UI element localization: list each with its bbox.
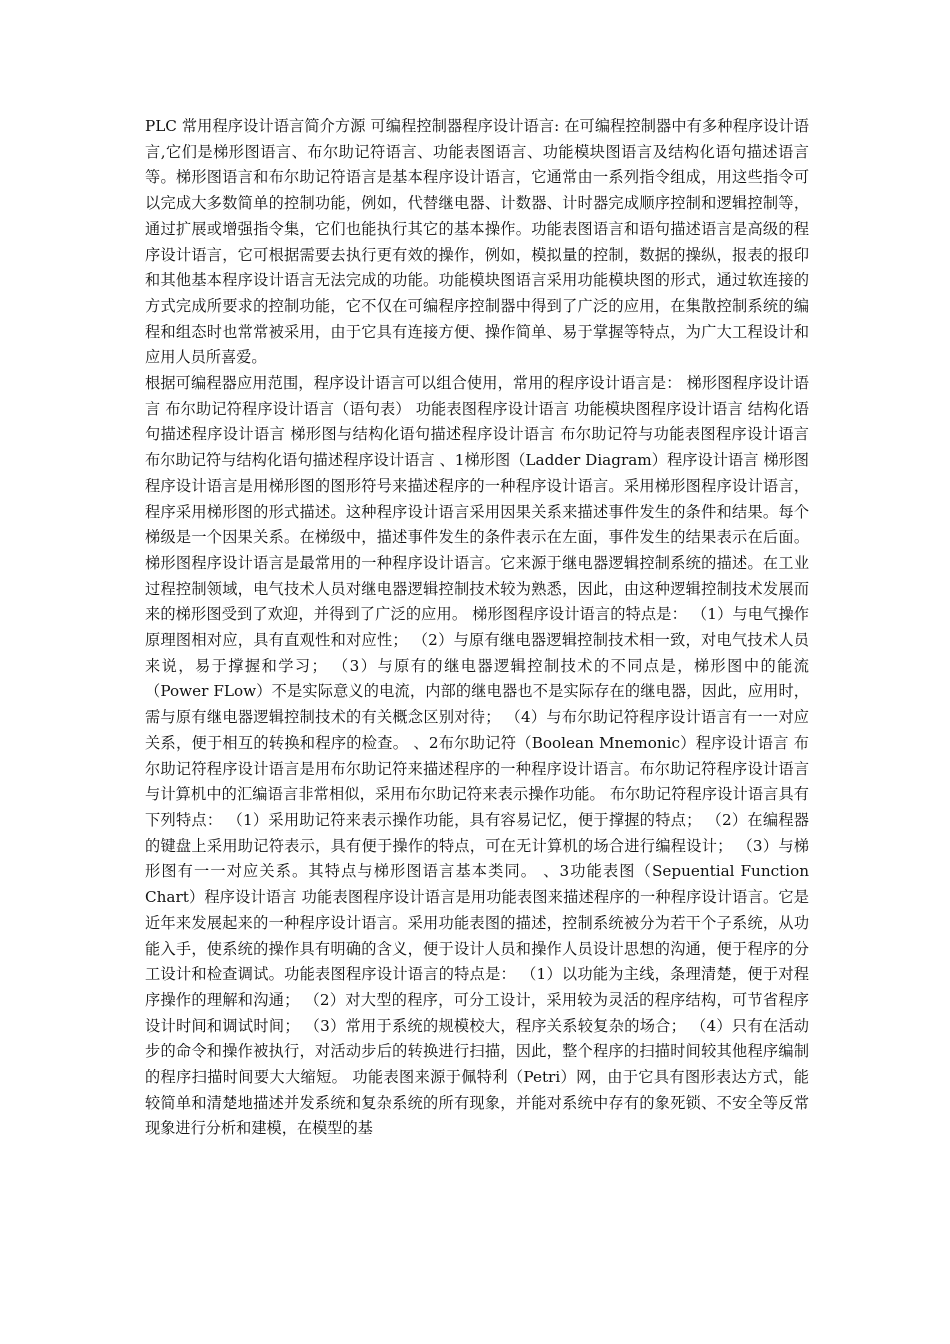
paragraph-body: 根据可编程器应用范围，程序设计语言可以组合使用，常用的程序设计语言是： 梯形图程序设计语言 布尔助记符程序设计语言（语句表） 功能表图程序设计语言 功能模块图程序设计语言 结构化语句描述程序设计语言 梯形图与结构化语句描述程序设计语言 布尔助记符与功能表图程序设计语言 布尔助记符与结构化语句描述程序设计语言 、1梯形图（Ladder Diagram）程序设计语言 梯形图程序设计语言是用梯形图的图形符号来描述程序的一种程序设计语言。采用梯形图程序设计语言，程序采用梯形图的形式描述。这种程序设计语言采用因果关系来描述事件发生的条件和结果。每个梯级是一个因果关系。在梯级中，描述事件发生的条件表示在左面，事件发生的结果表示在后面。 梯形图程序设计语言是最常用的一种程序设计语言。它来源于继电器逻辑控制系统的描述。在工业过程控制领域，电气技术人员对继电器逻辑控制技术较为熟悉，因此，由这种逻辑控制技术发展而来的梯形图受到了欢迎，并得到了广泛的应用。 梯形图程序设计语言的特点是： （1）与电气操作原理图相对应，具有直观性和对应性； （2）与原有继电器逻辑控制技术相一致，对电气技术人员来说，易于撑握和学习； （3）与原有的继电器逻辑控制技术的不同点是，梯形图中的能流（Power FLow）不是实际意义的电流，内部的继电器也不是实际存在的继电器，因此，应用时，需与原有继电器逻辑控制技术的有关概念区别对待； （4）与布尔助记符程序设计语言有一一对应关系，便于相互的转换和程序的检查。 、2布尔助记符（Boolean Mnemonic）程序设计语言 布尔助记符程序设计语言是用布尔助记符来描述程序的一种程序设计语言。布尔助记符程序设计语言与计算机中的汇编语言非常相似，采用布尔助记符来表示操作功能。 布尔助记符程序设计语言具有下列特点： （1）采用助记符来表示操作功能，具有容易记忆，便于撑握的特点； （2）在编程器的键盘上采用助记符表示，具有便于操作的特点，可在无计算机的场合进行编程设计； （3）与梯形图有一一对应关系。其特点与梯形图语言基本类同。 、3功能表图（Sepuential Function Chart）程序设计语言 功能表图程序设计语言是用功能表图来描述程序的一种程序设计语言。它是近年来发展起来的一种程序设计语言。采用功能表图的描述，控制系统被分为若干个子系统，从功能入手，使系统的操作具有明确的含义，便于设计人员和操作人员设计思想的沟通，便于程序的分工设计和检查调试。功能表图程序设计语言的特点是： （1）以功能为主线，条理清楚，便于对程序操作的理解和沟通； （2）对大型的程序，可分工设计，采用较为灵活的程序结构，可节省程序设计时间和调试时间； （3）常用于系统的规模校大，程序关系较复杂的场合； （4）只有在活动步的命令和操作被执行，对活动步后的转换进行扫描，因此，整个程序的扫描时间较其他程序编制的程序扫描时间要大大缩短。 功能表图来源于佩特利（Petri）网，由于它具有图形表达方式，能较简单和清楚地描述并发系统和复杂系统的所有现象，并能对系统中存有的象死锁、不安全等反常现象进行分析和建模，在模型的基	[145, 374, 809, 1138]
paragraph-intro: PLC 常用程序设计语言简介方源 可编程控制器程序设计语言: 在可编程控制器中有多种程序设计语言,它们是梯形图语言、布尔助记符语言、功能表图语言、功能模块图语言及结构化语句描述语言等。梯形图语言和布尔助记符语言是基本程序设计语言，它通常由一系列指令组成，用这些指令可以完成大多数简单的控制功能，例如，代替继电器、计数器、计时器完成顺序控制和逻辑控制等，通过扩展或增强指令集，它们也能执行其它的基本操作。功能表图语言和语句描述语言是高级的程序设计语言，它可根据需要去执行更有效的操作，例如，模拟量的控制，数据的操纵，报表的报印和其他基本程序设计语言无法完成的功能。功能模块图语言采用功能模块图的形式，通过软连接的方式完成所要求的控制功能，它不仅在可编程序控制器中得到了广泛的应用，在集散控制系统的编程和组态时也常常被采用，由于它具有连接方便、操作简单、易于掌握等特点，为广大工程设计和应用人员所喜爱。	[145, 117, 809, 367]
document-page	[145, 114, 809, 1142]
